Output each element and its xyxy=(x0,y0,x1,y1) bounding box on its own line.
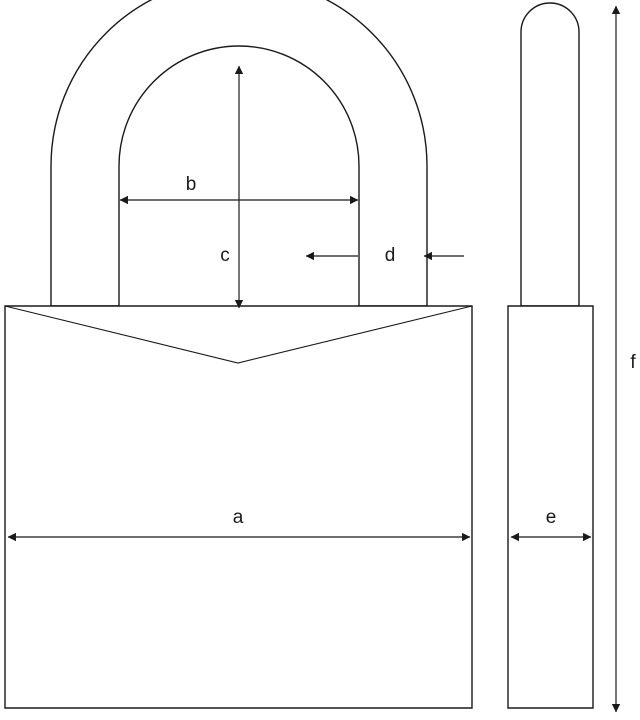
dimension-f xyxy=(616,6,636,712)
dimension-c xyxy=(220,66,239,308)
dimension-a-label: a xyxy=(232,507,244,529)
dimension-d xyxy=(306,245,464,266)
dimension-f-label: f xyxy=(630,352,636,374)
side-view xyxy=(508,3,593,708)
dimension-b-label: b xyxy=(185,174,197,196)
dimension-e-label: e xyxy=(545,507,557,529)
dimension-d-label: d xyxy=(384,245,396,267)
shackle-side xyxy=(521,3,579,306)
dimension-c-label: c xyxy=(220,245,230,267)
